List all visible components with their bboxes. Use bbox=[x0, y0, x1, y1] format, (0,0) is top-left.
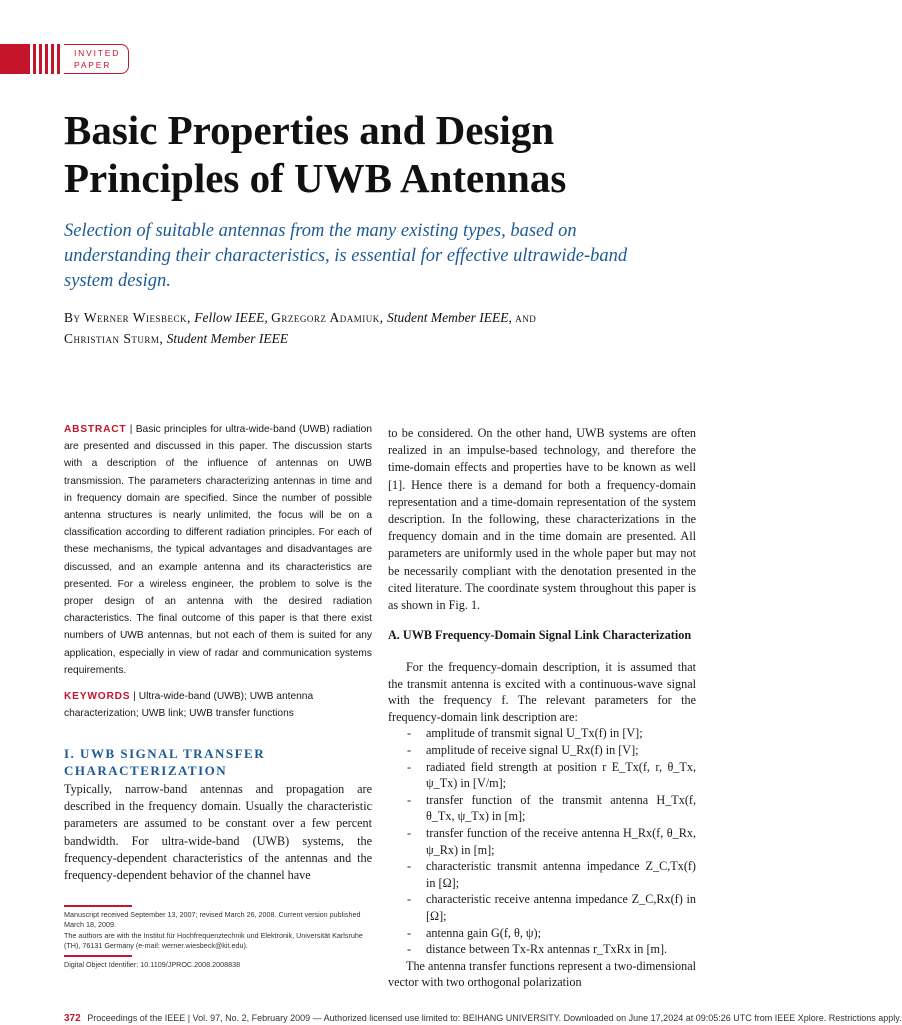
badge-line-2: PAPER bbox=[74, 60, 112, 70]
list-item: - distance between Tx-Rx antennas r_TxRx in [m]. bbox=[388, 941, 696, 958]
keywords-separator: | bbox=[133, 691, 136, 702]
parameter-list bbox=[388, 725, 696, 957]
keywords-label: KEYWORDS bbox=[64, 691, 131, 702]
and-label: and bbox=[515, 310, 537, 325]
by-label: By bbox=[64, 310, 81, 325]
list-item: - amplitude of receive signal U_Rx(f) in [V]; bbox=[388, 742, 696, 759]
abstract bbox=[64, 421, 372, 679]
list-item: - antenna gain G(f, θ, ψ); bbox=[388, 925, 696, 942]
author-2: Grzegorz Adamiuk, bbox=[271, 310, 384, 325]
page-number: 372 bbox=[64, 1013, 81, 1024]
doi-rule bbox=[64, 955, 132, 957]
paper-title: Basic Properties and Design Principles of UWB Antennas bbox=[64, 107, 567, 201]
right-paragraph-2: For the frequency-domain description, it is assumed that the transmit antenna is excited with a continuous-wave signal with the frequency f. The relevant parameters for the frequency-domain link description are: bbox=[388, 660, 696, 724]
abstract-label: ABSTRACT bbox=[64, 424, 127, 435]
right-paragraph-1: to be considered. On the other hand, UWB systems are often realized in an impulse-based technology, and therefore the time-domain effects and properties have to be known as well [1]. Hence there is a demand for both a frequency-domain representation and a time-domain representation of the system description. In the following, these characterizations in the frequency domain and in the time domain are presented. All parameters are uniformly used in the whole paper but may not be necessarily compliant with the denotation presented in the cited literature. The coordinate system throughout this paper is as shown in Fig. 1. bbox=[388, 426, 696, 613]
footnote bbox=[64, 910, 376, 952]
badge-line-1: INVITED bbox=[74, 48, 121, 58]
author-list bbox=[64, 307, 724, 349]
author-3-role: Student Member IEEE bbox=[166, 331, 289, 346]
list-item: - amplitude of transmit signal U_Tx(f) in [V]; bbox=[388, 725, 696, 742]
invited-badge-stripes bbox=[0, 44, 62, 74]
list-item: - characteristic receive antenna impedance Z_C,Rx(f) in [Ω]; bbox=[388, 891, 696, 924]
list-item: - transfer function of the transmit antenna H_Tx(f, θ_Tx, ψ_Tx) in [m]; bbox=[388, 792, 696, 825]
abstract-separator: | bbox=[129, 424, 133, 435]
invited-paper-badge bbox=[64, 44, 129, 74]
section-1-heading: I. UWB SIGNAL TRANSFER CHARACTERIZATION bbox=[64, 746, 266, 778]
footnote-line-2: The authors are with the Institut für Hochfrequenztechnik und Elektronik, Universität Karlsruhe (TH), 76131 Germany (e-mail: werner.wiesbeck@kit.edu). bbox=[64, 930, 363, 951]
right-paragraph-3: The antenna transfer functions represent a two-dimensional vector with two orthogonal polarization bbox=[388, 958, 696, 990]
author-1-role: Fellow IEEE, bbox=[194, 310, 268, 325]
footnote-line-1: Manuscript received September 13, 2007; revised March 26, 2008. Current version published March 18, 2009. bbox=[64, 910, 361, 930]
section-1-paragraph: Typically, narrow-band antennas and propagation are described in the frequency domain. Usually the characteristic parameters are assumed to be constant over a few percent bandwidth. For ultra-wide-band (UWB) systems, the frequency-dependent characteristics of the antennas and the frequency-dependent behavior of the channel have bbox=[64, 782, 372, 883]
footer-text: Proceedings of the IEEE | Vol. 97, No. 2, February 2009 — Authorized licensed use limited to: BEIHANG UNIVERSITY. Downloaded on June 17,2024 at 09:05:26 UTC from IEEE Xplore. Restrictions apply. bbox=[87, 1013, 902, 1023]
keywords bbox=[64, 688, 372, 722]
list-item: - characteristic transmit antenna impedance Z_C,Tx(f) in [Ω]; bbox=[388, 858, 696, 891]
keywords-text: Ultra-wide-band (UWB); UWB antenna characterization; UWB link; UWB transfer functions bbox=[64, 691, 314, 720]
right-body-2 bbox=[388, 659, 696, 991]
author-1: Werner Wiesbeck, bbox=[83, 310, 191, 325]
page-footer bbox=[64, 1012, 902, 1025]
footnote-rule bbox=[64, 905, 132, 907]
abstract-text: Basic principles for ultra-wide-band (UWB) radiation are presented and discussed in this paper. The discussion starts with a description of the influence of antennas on UWB transmission. The parameters characterizing antennas in time and in frequency domain are specified. Since the number of possible antenna structures is nearly unlimited, the focus will be on a classification according to different radiation principles. For each of these mechanisms, the typical advantages and disadvantages are discussed, and an example antenna and its characteristics are presented. For a wireless engineer, the problem to solve is the proper design of an antenna with the desired radiation characteristics. The final outcome of this paper is that there exist numbers of UWB antennas, but not each of them is suited for any application, especially in view of radar and communication systems requirements. bbox=[64, 424, 372, 676]
list-item: - transfer function of the receive antenna H_Rx(f, θ_Rx, ψ_Rx) in [m]; bbox=[388, 825, 696, 858]
author-2-role: Student Member IEEE, bbox=[387, 310, 512, 325]
doi-text: Digital Object Identifier: 10.1109/JPROC.2008.2008838 bbox=[64, 960, 241, 969]
list-item: - radiated field strength at position r E_Tx(f, r, θ_Tx, ψ_Tx) in [V/m]; bbox=[388, 759, 696, 792]
author-3: Christian Sturm, bbox=[64, 331, 164, 346]
paper-subtitle: Selection of suitable antennas from the many existing types, based on understanding their characteristics, is essential for effective ultrawide-band system design. bbox=[64, 221, 628, 291]
subsection-heading: A. UWB Frequency-Domain Signal Link Characterization bbox=[388, 628, 692, 642]
